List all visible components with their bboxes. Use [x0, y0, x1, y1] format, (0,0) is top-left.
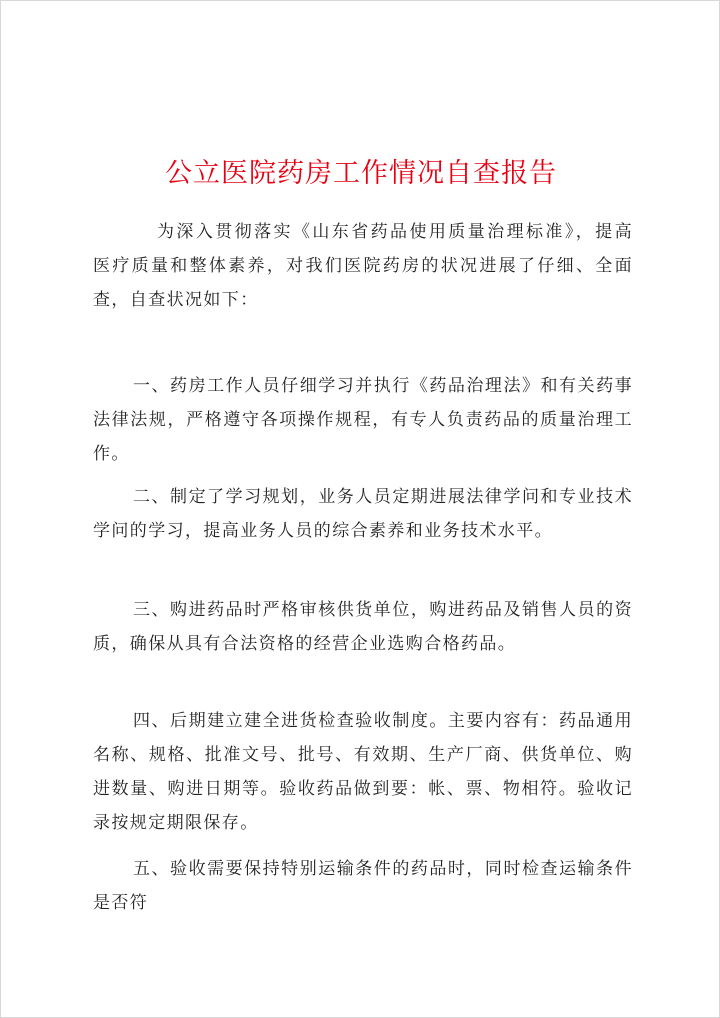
intro-paragraph: 为深入贯彻落实《山东省药品使用质量治理标准》，提高 医疗质量和整体素养，对我们医院药房的状况进展了仔细、全面查，自查状况如下：: [93, 222, 633, 310]
section-paragraph-4: 四、后期建立建全进货检查验收制度。主要内容有：药品通用名称、规格、批准文号、批号、有效期、生产厂商、供货单位、购进数量、购进日期等。验收药品做到要：帐、票、物相符。验收记录按规定期限保存。: [93, 711, 633, 833]
section-paragraph-1: 一、药房工作人员仔细学习并执行《药品治理法》和有关药事法律法规，严格遵守各项操作规程，有专人负责药品的质量治理工作。: [93, 376, 633, 464]
section-paragraph-5: 五、验收需要保持特别运输条件的药品时，同时检查运输条件是否符: [93, 859, 633, 913]
section-paragraph-2: 二、制定了学习规划，业务人员定期进展法律学问和专业技术学问的学习，提高业务人员的综合素养和业务技术水平。: [93, 487, 633, 541]
document-title: 公立医院药房工作情况自查报告: [165, 158, 557, 189]
section-paragraph-3: 三、购进药品时严格审核供货单位，购进药品及销售人员的资质，确保从具有合法资格的经营企业选购合格药品。: [93, 600, 633, 654]
